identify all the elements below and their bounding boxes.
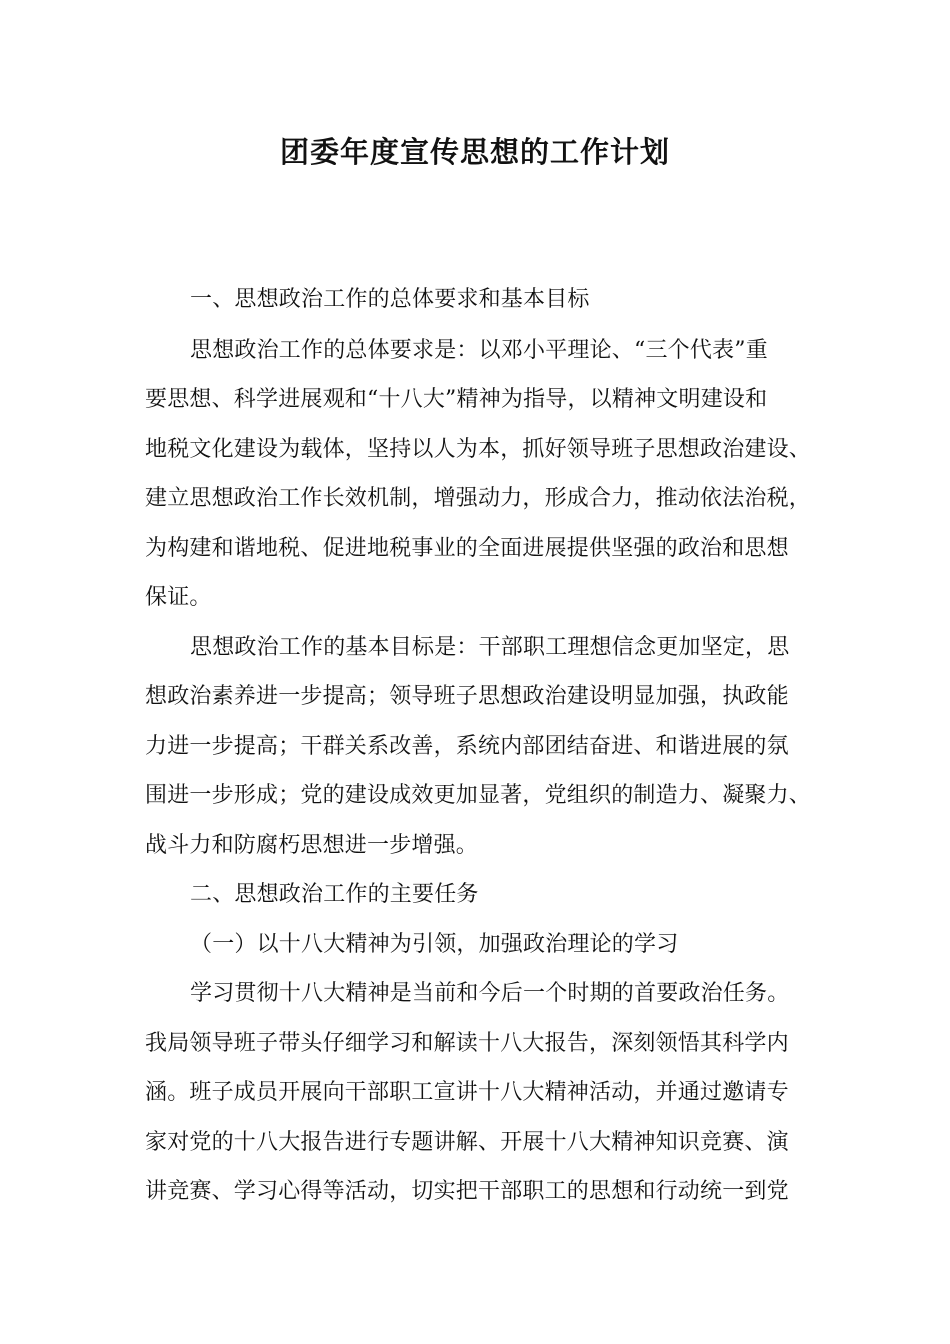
- paragraph-line: 学习贯彻十八大精神是当前和今后一个时期的首要政治任务。: [190, 981, 790, 1006]
- paragraph-line: 地税文化建设为载体，坚持以人为本，抓好领导班子思想政治建设、: [145, 437, 812, 462]
- paragraph-line: 我局领导班子带头仔细学习和解读十八大报告，深刻领悟其科学内: [145, 1031, 789, 1056]
- paragraph-line: 保证。: [145, 585, 212, 610]
- paragraph-line: 力进一步提高；干群关系改善，系统内部团结奋进、和谐进展的氛: [145, 734, 789, 759]
- paragraph-line: 为构建和谐地税、促进地税事业的全面进展提供坚强的政治和思想: [145, 536, 789, 561]
- paragraph-line: 要思想、科学进展观和“十八大”精神为指导，以精神文明建设和: [145, 387, 768, 412]
- paragraph-line: 建立思想政治工作长效机制，增强动力，形成合力，推动依法治税，: [145, 486, 812, 511]
- section-heading-1: 一、思想政治工作的总体要求和基本目标: [190, 287, 590, 312]
- paragraph-line: 思想政治工作的基本目标是：干部职工理想信念更加坚定，思: [190, 635, 790, 660]
- paragraph-line: 围进一步形成；党的建设成效更加显著，党组织的制造力、凝聚力、: [145, 783, 812, 808]
- section-heading-2: 二、思想政治工作的主要任务: [190, 882, 479, 907]
- subsection-heading-1: （一）以十八大精神为引领，加强政治理论的学习: [190, 932, 679, 957]
- document-title: 团委年度宣传思想的工作计划: [279, 135, 670, 169]
- paragraph-line: 想政治素养进一步提高；领导班子思想政治建设明显加强，执政能: [145, 684, 789, 709]
- paragraph-line: 讲竞赛、学习心得等活动，切实把干部职工的思想和行动统一到党: [145, 1179, 789, 1204]
- paragraph-line: 思想政治工作的总体要求是：以邓小平理论、“三个代表”重: [190, 338, 768, 363]
- paragraph-line: 涵。班子成员开展向干部职工宣讲十八大精神活动，并通过邀请专: [145, 1080, 789, 1105]
- paragraph-line: 家对党的十八大报告进行专题讲解、开展十八大精神知识竞赛、演: [145, 1130, 789, 1155]
- paragraph-line: 战斗力和防腐朽思想进一步增强。: [145, 833, 479, 858]
